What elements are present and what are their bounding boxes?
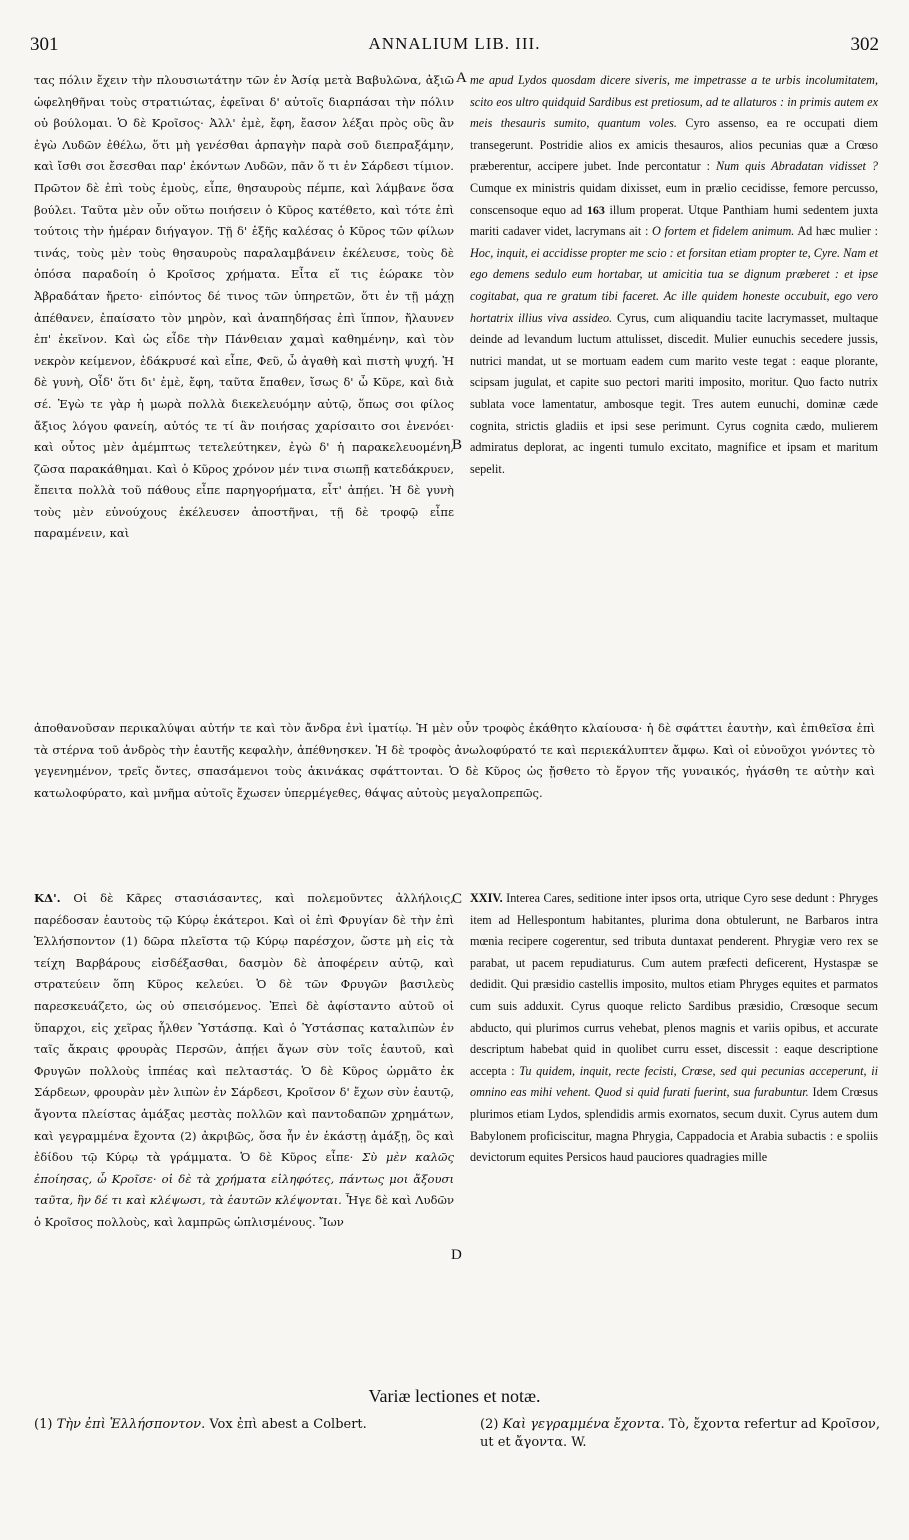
greek-text: Οἱ δὲ Κᾶρες στασιάσαντες, καὶ πολεμοῦντες ἀλλήλοις, παρέδοσαν ἑαυτοὺς τῷ Κύρῳ ἑκάτεροι. Καὶ οἱ ἐπὶ Φρυγίαν δὲ τὴν ἐπὶ Ἑλλήσποντον (1) δῶρα πλεῖστα τῷ Κύρῳ παρέσχον, ὥστε μὴ εἰς τὰ τείχη Βαρβάρους εἰσδέξασθαι, δασμὸν δὲ ἀποφέρειν αὐτῷ, καὶ στρατεύειν ὅπη Κῦρος κελεύει. Ὁ δὲ τῶν Φρυγῶν βασιλεὺς παρεσκευάζετο, ὡς οὐ σπεισόμενος. Ἐπεὶ δὲ ἀφίσταντο αὐτοῦ οἱ ὕπαρχοι, εἰς χεῖρας ἦλθεν Ὑστάσπᾳ. Καὶ ὁ Ὑστάσπας καταλιπὼν ἐν ταῖς ἄκραις φρουρὰς Περσῶν, ἀπῄει ἄγων σὺν τοῖς ἑαυτοῦ, καὶ Φρυγῶν πολλοὺς ἱππέας καὶ πελταστάς. Ὁ δὲ Κῦρος ὡρμᾶτο ἐκ Σάρδεων, φρουρὰν μὲν λιπὼν ἐν Σάρδεσι, Κροῖσον δ' ἔχων σὺν ἑαυτῷ, ἄγοντα πλείστας ἁμάξας μεστὰς πολλῶν καὶ παντοδαπῶν χρημάτων, καὶ γεγραμμένα ἔχοντα (2) ἀκριβῶς, ὅσα ἦν ἐν ἑκάστῃ ἁμάξῃ, ὃς καὶ ἐδίδου τῷ Κύρῳ τὰ γράμματα. Ὁ δὲ Κῦρος εἶπε· — [34, 891, 454, 1165]
latin-column-bottom — [470, 888, 878, 1169]
page-number-left: 301 — [30, 34, 59, 55]
footnote-lemma: Τὴν ἐπὶ Ἑλλήσποντον. — [56, 1417, 206, 1432]
section-number: ΚΔ'. — [34, 891, 61, 905]
latin-text: Idem Crœsus plurimos etiam Lydos, splendidis armis exornatos, secum duxit. Cyrus autem dum Babylonem proficiscitur, magna Phrygia, Cappadocia et Arabia subactis : e spoliis devictorum equites Persicos haud pauciores quadragies mille — [470, 1085, 878, 1165]
latin-text: illum properat. Utque Panthiam humi sedentem juxta mariti cadaver videt, lacrymans ait : — [470, 202, 879, 239]
greek-full-width — [34, 718, 875, 804]
footnote-2 — [480, 1416, 880, 1452]
latin-italic: Num quis Abradatan vidisset ? — [716, 159, 878, 174]
latin-italic: Hoc, inquit, ei accidisse propter me scio : et forsitan etiam propter te, Cyre. Nam et ego demens sedulo eum hortabar, ut amicitia tua se dignum præberet : et ipse cogitabat, qua re gratum tibi faceret. Ac ille quidem honeste occubuit, ego vero hortatrix illius viva assideo. — [470, 245, 878, 325]
footnote-text: Vox ἐπὶ abest a Colbert. — [209, 1417, 367, 1432]
page-number-right: 302 — [850, 34, 879, 55]
latin-text: Cyro assenso, ea re occupati diem transegerunt. Postridie alios ex amicis thesauros, alios pecunias quæ a Crœso præberentur, accipere jubet. Inde percontatur : — [470, 116, 878, 174]
margin-number: 163 — [586, 202, 605, 217]
running-header — [30, 34, 879, 62]
latin-paragraph — [470, 70, 878, 480]
latin-text: Cyrus, cum aliquandiu tacite lacrymasset, multaque deinde ad levandum luctum attulisset, discedit. Mulier eunuchis secedere jussis, nutrici mandat, ut se mortuam eadem cum marito veste tegat : eaque plorante, scipsam jugulat, et capite suo pectori mariti imposito, moritur. Quo facto nutrix sublata voce lamentatur, ambosque tegit. Tres autem eunuchi, dominæ cæde cognita, strictis gladiis et ipsi sese perimunt. Cyrus cognita cædo, mulierem admiratus deplorat, ac ingenti tumulo excitato, magnifice et ipsam et maritum sepelit. — [470, 310, 878, 476]
running-title: ANNALIUM LIB. III. — [368, 34, 541, 53]
greek-column-top — [34, 70, 454, 545]
latin-paragraph — [470, 888, 878, 1169]
footnote-lemma: Καὶ γεγραμμένα ἔχοντα. — [502, 1417, 665, 1432]
greek-text: Ἦγε δὲ καὶ Λυδῶν ὁ Κροῖσος πολλοὺς, καὶ λαμπρῶς ὡπλισμένους. Ἴων — [34, 1193, 454, 1229]
latin-text: Interea Cares, seditione inter ipsos orta, utrique Cyro sese dedunt : Phryges item ad Hellespontum habitantes, plurima dona obtulerunt, ne Barbaros intra mœnia recipere cogerentur, sed tributa duntaxat penderent. Phrygiæ vero rex se parabat, ut pacem repudiaturus. Cum autem præfecti deficerent, Hystaspæ se dedidit. Qui præsidio castellis imposito, multos etiam Phryges equites et parmatos cum suis adduxit. Cyrus quoque relicto Sardibus præsidio, Crœsoque secum abducto, qui plurimos currus vehebat, plenos magnis et variis opibus, et accurate descriptum habebat quid in quolibet curru esset, discessit : eaque descriptione accepta : — [470, 891, 878, 1078]
footnote-1 — [34, 1416, 446, 1434]
greek-italic: Σὺ μὲν καλῶς ἐποίησας, ὦ Κροῖσε· οἱ δὲ τὰ χρήματα εἰληφότες, πάντως μοι ἄξουσι ταῦτα, ἣν δέ τι καὶ κλέψωσι, τὰ ἑαυτῶν κλέψονται. — [34, 1150, 455, 1208]
footnote-text: Τὸ, ἔχοντα refertur ad Κροῖσον, ut et ἄγοντα. W. — [480, 1417, 880, 1450]
footnote-number: (2) — [480, 1417, 499, 1432]
margin-letter-d: D — [451, 1247, 462, 1263]
latin-text: Cumque ex ministris quidam dixisset, eum in prælio cecidisse, femore percusso, conscensoque equo ad — [470, 180, 878, 217]
latin-column-top — [470, 70, 878, 480]
greek-paragraph: τας πόλιν ἔχειν τὴν πλουσιωτάτην τῶν ἐν Ἀσίᾳ μετὰ Βαβυλῶνα, ἀξιῶ ὠφεληθῆναι τοὺς στρατιώτας, ἐφεῖναι δ' αὐτοῖς διαρπάσαι τὴν πόλιν οὐ βούλομαι. Ὁ δὲ Κροῖσος· Ἀλλ' ἐμὲ, ἔφη, ἔασον λέξαι πρὸς οὓς ἂν ἐγὼ Λυδῶν ἐθέλω, ὅτι μὴ γενέσθαι ἁρπαγὴν παρὰ σοῦ διεπραξάμην, καὶ ἴσθι σοι ἔσεσθαι παρ' ἑκόντων Λυδῶν, πᾶν ὅ τι ἐν Σάρδεσι τίμιον. Πρῶτον δὲ ἐπὶ τοὺς ἐμοὺς, εἶπε, θησαυροὺς πέμπε, καὶ λάμβανε ὅσα βούλει. Ταῦτα μὲν οὖν οὕτω ποιήσειν ὁ Κῦρος κατέθετο, καὶ τότε ἐπὶ τούτοις τὴν ἡμέραν διήγαγον. Τῇ δ' ἑξῆς καλέσας ὁ Κῦρος τῶν φίλων τινάς, τοὺς μὲν τοὺς θησαυροὺς παραλαμβάνειν ἐκέλευσε, τοὺς δὲ ὁπόσα παραδοίη ὁ Κροῖσος χρήματα. Εἶτα εἴ τις ἑώρακε τὸν Ἀβραδάταν ἤρετο· εἰπόντος δέ τινος τῶν ὑπηρετῶν, ὅτι ἐν τῇ μάχῃ ἀπέθανεν, ἐπαίσατο τὸν μηρὸν, καὶ ἀναπηδήσας ἐπὶ ἵππον, ἤλαυνεν ἐπ' ἐκεῖνον. Καὶ ὡς εἶδε τὴν Πάνθειαν χαμαὶ καθημένην, καὶ τὸν νεκρὸν κείμενον, ἐδάκρυσέ καὶ εἶπε, Φεῦ, ὦ ἀγαθὴ καὶ πιστὴ ψυχή. Ἡ δὲ γυνὴ, Οἶδ' ὅτι δι' ἐμὲ, ἔφη, ταῦτα ἔπαθεν, ἴσως δ' ὦ Κῦρε, καὶ διὰ σέ. Ἐγὼ τε γὰρ ἡ μωρὰ πολλὰ διεκελευόμην αὐτῷ, ὅπως σοι φίλος ἄξιος λόγου φανείη, αὐτός τε τί ἂν ποιήσας χαρίσαιτο σοι ἐνενόει· καὶ οὗτος μὲν ἀμέμπτως τετελεύτηκεν, ἐγὼ δ' ἡ παρακελευομένη, ζῶσα παρακάθημαι. Καὶ ὁ Κῦρος χρόνον μέν τινα σιωπῇ κατεδάκρυεν, ἔπειτα πολλὰ τοῦ πάθους εἶπε παρηγορήματα, εἶτ' ἀπῄει. Ἡ δὲ γυνὴ τοὺς μὲν εὐνούχους ἐκέλευσεν ἀποστῆναι, τῇ δὲ τροφῷ εἶπε παραμένειν, καὶ — [34, 73, 454, 541]
margin-letter-b: B — [452, 437, 463, 453]
footnote-number: (1) — [34, 1417, 53, 1432]
greek-paragraph: ἀποθανοῦσαν περικαλύψαι αὐτήν τε καὶ τὸν ἄνδρα ἐνὶ ἱματίῳ. Ἡ μὲν οὖν τροφὸς ἐκάθητο κλαίουσα· ἡ δὲ σφάττει ἑαυτὴν, καὶ ἐπιθεῖσα ἐπὶ τὰ στέρνα τοῦ ἀνδρὸς τὴν ἑαυτῆς κεφαλὴν, ἀπέθνησκεν. Ἡ δὲ τροφὸς ἀνωλοφύρατό τε καὶ περιεκάλυπτεν ἄμφω. Καὶ οἱ εὐνοῦχοι γνόντες τὸ γεγενημένον, τρεῖς ὄντες, σπασάμενοι τοὺς ἀκινάκας σφάττονται. Ὁ δὲ Κῦρος ὡς ᾔσθετο τὸ ἔργον τῆς γυναικός, ἠγάσθη τε αὐτὴν καὶ κατωλοφύρατο, καὶ μνῆμα αὐτοῖς ἔχωσεν ὑπερμέγεθες, θάψας αὐτοὺς μεγαλοπρεπῶς. — [34, 721, 875, 800]
margin-letter-a: A — [456, 70, 467, 86]
section-number: XXIV. — [470, 891, 503, 905]
latin-italic: O fortem et fidelem animum. — [652, 224, 795, 239]
margin-letter-c: C — [452, 891, 463, 907]
latin-italic: Tu quidem, inquit, recte fecisti, Crœse, sed qui pecunias acceperunt, ii omnino eas mihi vehent. Quod si quid furati fuerint, sua furabuntur. — [470, 1063, 878, 1100]
latin-italic: me apud Lydos quosdam dicere siveris, me impetrasse a te urbis incolumitatem, scito eos ultro quidquid Sardibus est pretiosum, ad te allaturos : in primis autem ex meis thesauris sumito, quantum voles. — [470, 73, 878, 131]
greek-paragraph — [34, 888, 454, 1234]
notes-heading: Variæ lectiones et notæ. — [368, 1386, 541, 1406]
greek-column-bottom — [34, 888, 454, 1234]
latin-text: Ad hæc mulier : — [797, 224, 879, 239]
